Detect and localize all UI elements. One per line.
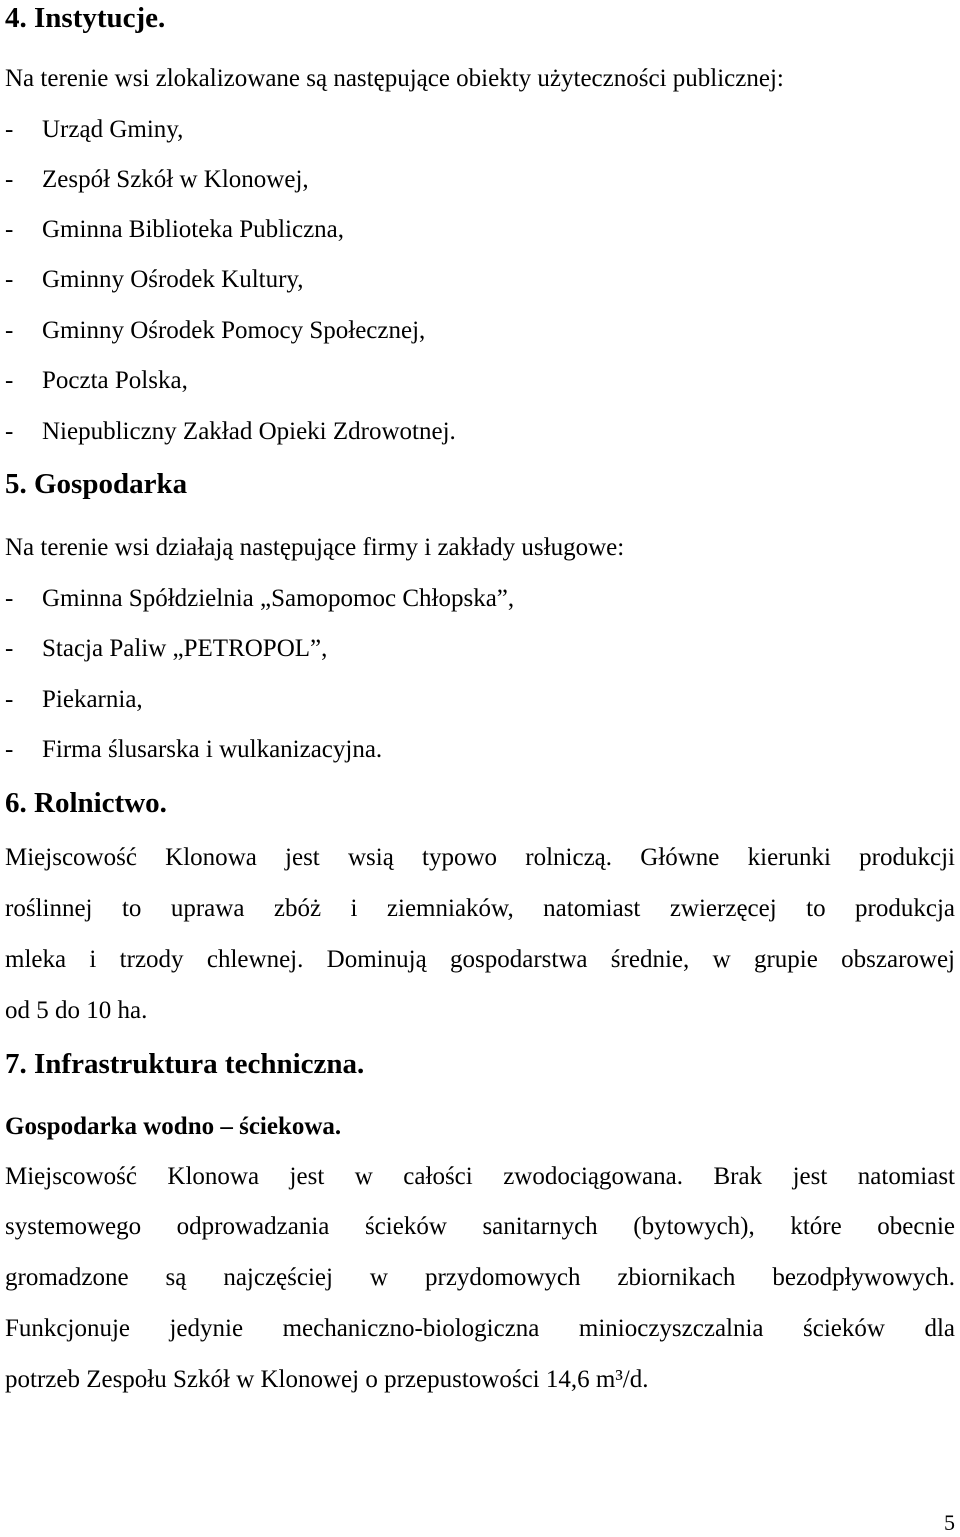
- list-item-text: Gminna Biblioteka Publiczna,: [42, 216, 345, 243]
- list-item: [5, 583, 514, 615]
- list-item-text: Gminny Ośrodek Pomocy Społecznej,: [42, 317, 426, 344]
- paragraph-line: potrzeb Zespołu Szkół w Klonowej o przepustowości 14,6 m³/d.: [5, 1366, 649, 1393]
- list-item: [5, 734, 382, 766]
- list-item-text: Firma ślusarska i wulkanizacyjna.: [42, 736, 383, 763]
- list-marker: -: [5, 686, 14, 713]
- list-item-text: Poczta Polska,: [42, 367, 188, 394]
- list-marker: -: [5, 418, 14, 445]
- list-item: [5, 315, 425, 347]
- list-item: [5, 214, 344, 246]
- section-heading-6: 6. Rolnictwo.: [5, 787, 167, 819]
- list-item: [5, 633, 327, 665]
- section-5-intro: Na terenie wsi działają następujące firmy i zakłady usługowe:: [5, 534, 625, 561]
- list-marker: -: [5, 367, 14, 394]
- paragraph-line: Miejscowość Klonowa jest w całości zwodociągowana. Brak jest natomiast: [5, 1163, 955, 1190]
- paragraph-line: Funkcjonuje jedynie mechaniczno-biologiczna minioczyszczalnia ścieków dla: [5, 1315, 955, 1342]
- list-item: [5, 114, 183, 146]
- list-marker: -: [5, 216, 14, 243]
- list-item-text: Niepubliczny Zakład Opieki Zdrowotnej.: [42, 418, 456, 445]
- list-item-text: Stacja Paliw „PETROPOL”,: [42, 635, 328, 662]
- list-marker: -: [5, 266, 14, 293]
- page-number: 5: [944, 1510, 955, 1535]
- list-item: [5, 416, 456, 448]
- section-heading-7: 7. Infrastruktura techniczna.: [5, 1048, 365, 1080]
- section-heading-5: 5. Gospodarka: [5, 468, 188, 500]
- list-item-text: Piekarnia,: [42, 686, 143, 713]
- paragraph-line: roślinnej to uprawa zbóż i ziemniaków, natomiast zwierzęcej to produkcja: [5, 895, 955, 922]
- list-item-text: Zespół Szkół w Klonowej,: [42, 166, 309, 193]
- section-4-intro: Na terenie wsi zlokalizowane są następujące obiekty użyteczności publicznej:: [5, 65, 784, 92]
- list-marker: -: [5, 736, 14, 763]
- list-item-text: Gminny Ośrodek Kultury,: [42, 266, 304, 293]
- paragraph-line: mleka i trzody chlewnej. Dominują gospodarstwa średnie, w grupie obszarowej: [5, 946, 955, 973]
- list-marker: -: [5, 635, 14, 662]
- subsection-heading: Gospodarka wodno – ściekowa.: [5, 1113, 342, 1140]
- section-heading-4: 4. Instytucje.: [5, 2, 166, 34]
- paragraph-line: Miejscowość Klonowa jest wsią typowo rolniczą. Główne kierunki produkcji: [5, 844, 955, 871]
- list-item-text: Gminna Spółdzielnia „Samopomoc Chłopska”,: [42, 585, 515, 612]
- list-marker: -: [5, 585, 14, 612]
- paragraph-line: systemowego odprowadzania ścieków sanitarnych (bytowych), które obecnie: [5, 1213, 955, 1240]
- list-item: [5, 365, 188, 397]
- list-marker: -: [5, 317, 14, 344]
- list-item-text: Urząd Gminy,: [42, 116, 184, 143]
- list-marker: -: [5, 166, 14, 193]
- paragraph-line: gromadzone są najczęściej w przydomowych zbiornikach bezodpływowych.: [5, 1264, 955, 1291]
- list-item: [5, 164, 309, 196]
- list-item: [5, 264, 304, 296]
- list-item: [5, 684, 143, 716]
- list-marker: -: [5, 116, 14, 143]
- paragraph-line: od 5 do 10 ha.: [5, 997, 148, 1024]
